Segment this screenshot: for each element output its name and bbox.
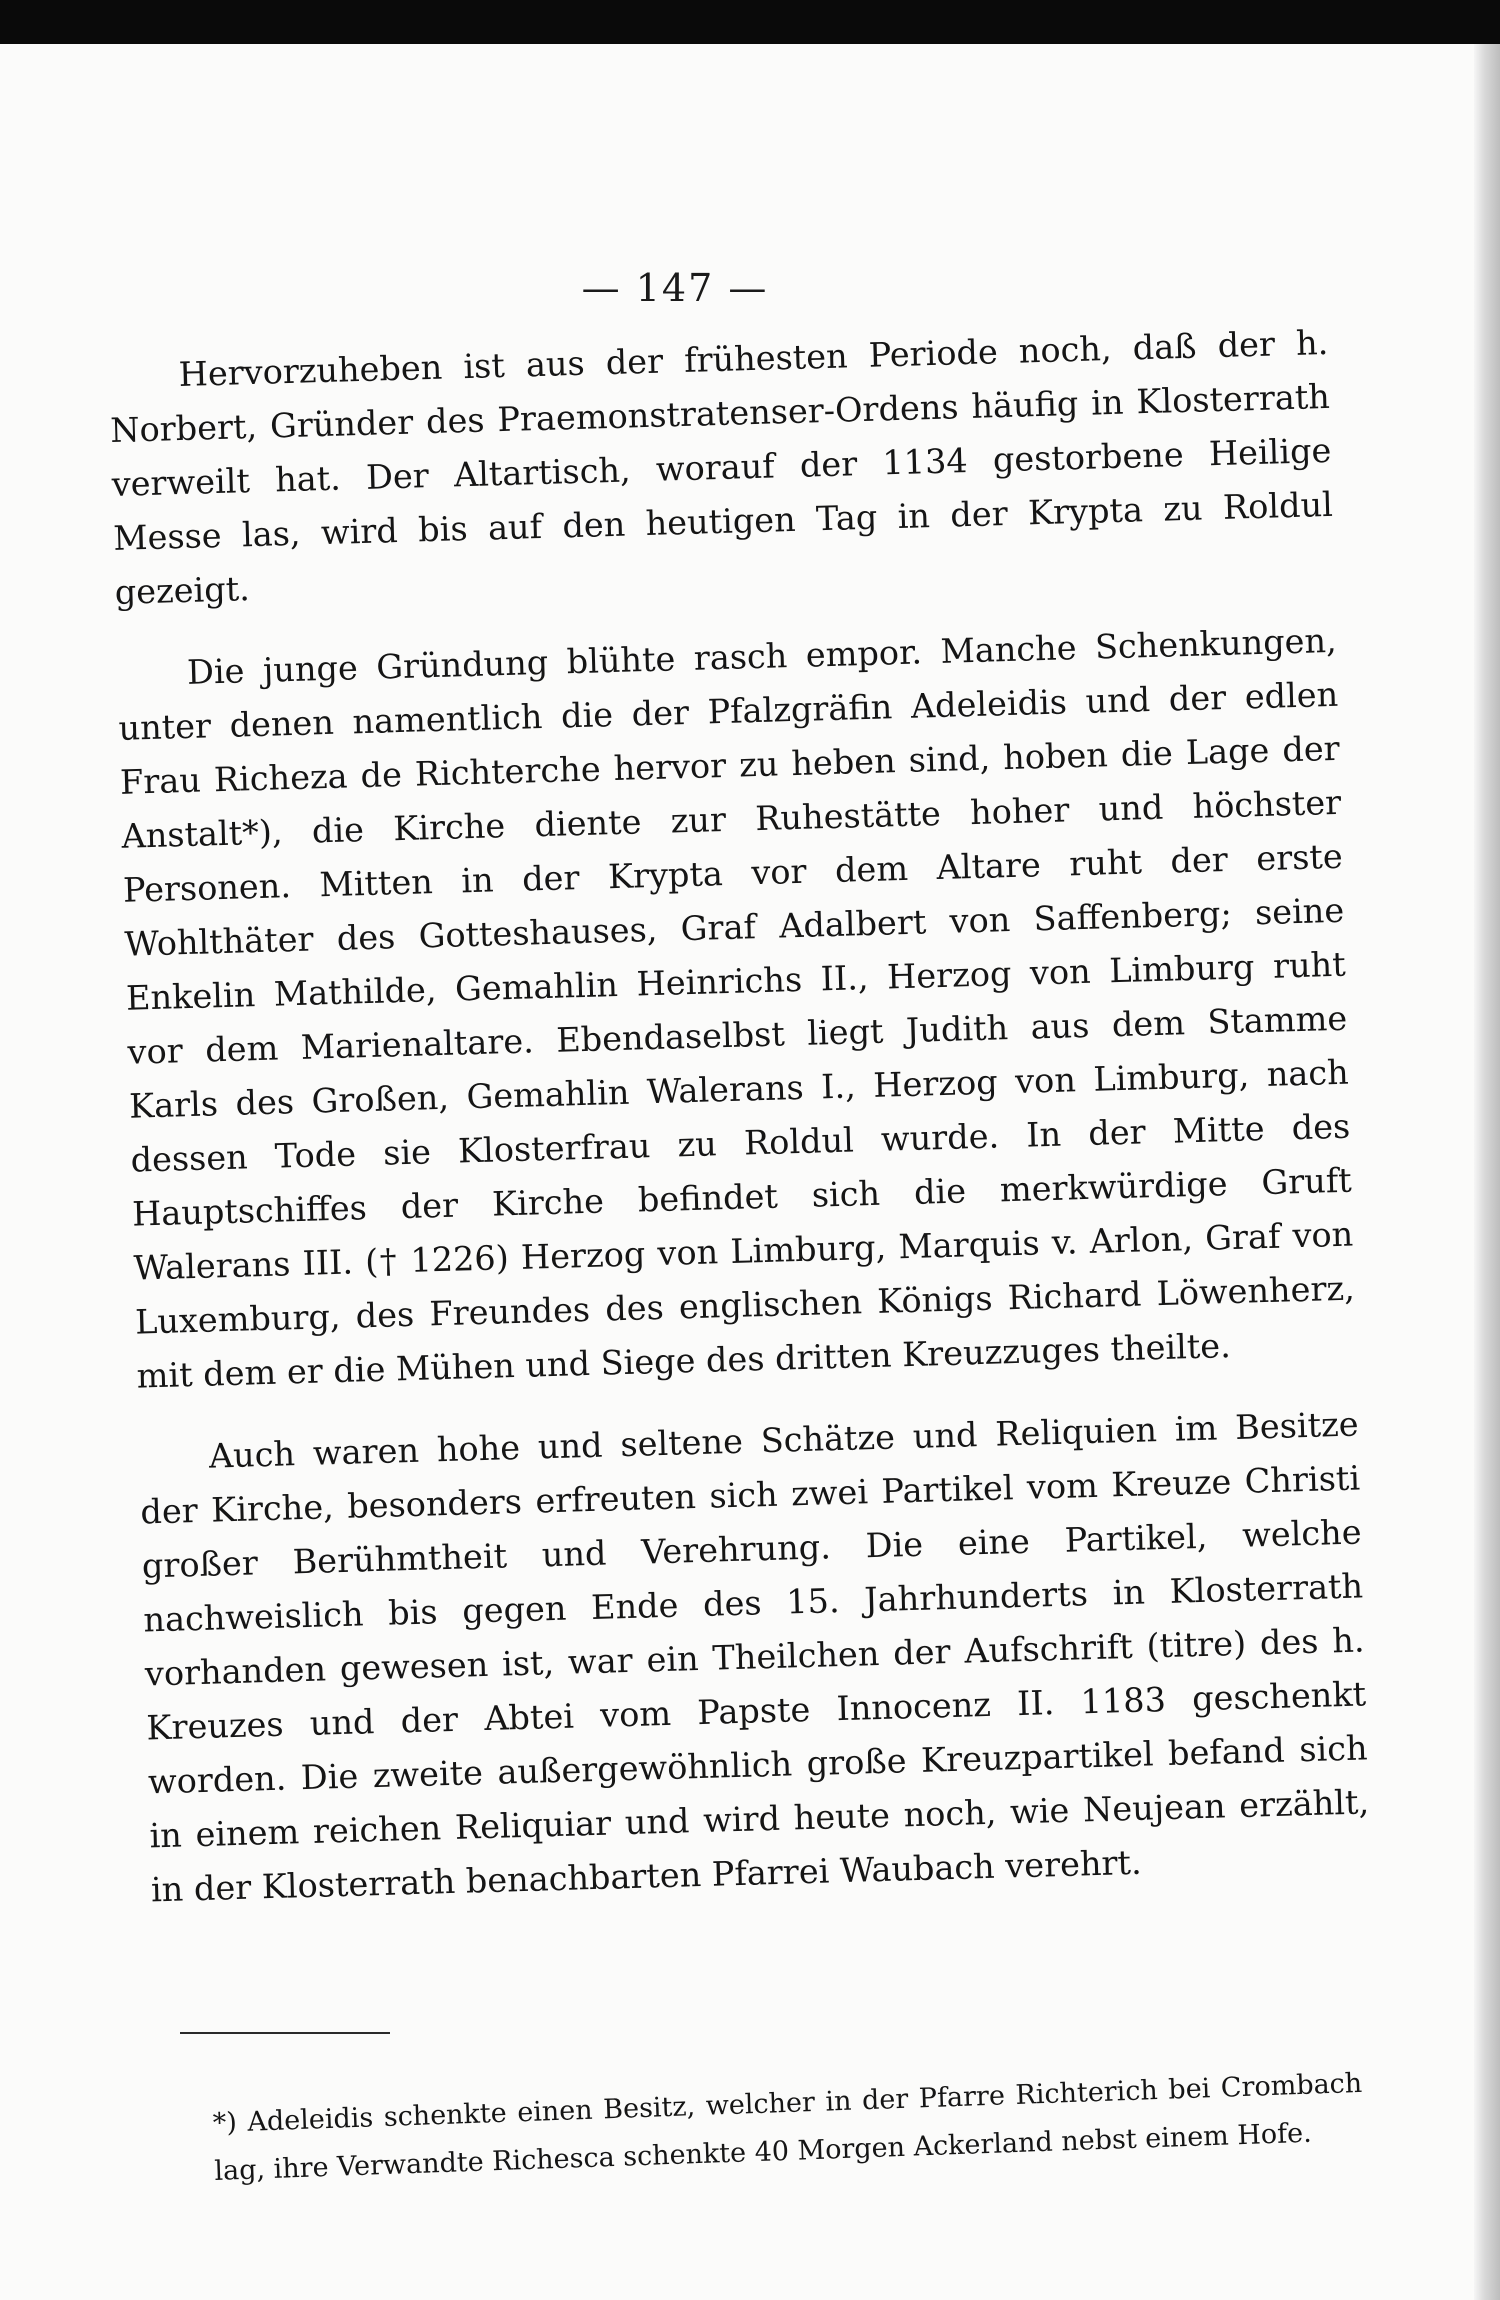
paragraph-relics: Auch waren hohe und seltene Schätze und Reliquien im Besitze der Kirche, besonders erfreuten sich zwei Partikel vom Kreuze Christi großer Berühmtheit und Verehrung. Die eine Partikel, welche nachweislich bis gegen Ende des 15. Jahrhunderts in Klosterrath vorhanden gewesen ist, war ein Theilchen der Aufschrift (titre) des h. Kreuzes und der Abtei vom Papste Innocenz II. 1183 geschenkt worden. Die zweite außergewöhnlich große Kreuzpartikel befand sich in einem reichen Reliquiar und wird heute noch, wie Neujean erzählt, in der Klosterrath benachbarten Pfarrei Waubach verehrt. xyxy=(139,1404,1370,1910)
paragraph-founding: Die junge Gründung blühte rasch empor. Manche Schenkungen, unter denen namentlich die der Pfalzgräfin Adeleidis und der edlen Frau Richeza de Richterche hervor zu heben sind, hoben die Lage der Anstalt*), die Kirche diente zur Ruhestätte hoher und höchster Personen. Mitten in der Krypta vor dem Altare ruht der erste Wohlthäter des Gotteshauses, Graf Adalbert von Saffenberg; seine Enkelin Mathilde, Gemahlin Heinrichs II., Herzog von Limburg ruht vor dem Marienaltare. Ebendaselbst liegt Judith aus dem Stamme Karls des Großen, Gemahlin Walerans I., Herzog von Limburg, nach dessen Tode sie Klosterfrau zu Roldul wurde. In der Mitte des Hauptschiffes der Kirche befindet sich die merkwürdige Gruft Walerans III. († 1226) Herzog von Limburg, Marquis v. Arlon, Graf von Luxemburg, des Freundes des englischen Königs Richard Löwenherz, mit dem er die Mühen und Siege des dritten Kreuzzuges theilte. xyxy=(118,620,1356,1396)
scan-top-border xyxy=(0,0,1500,44)
body-text xyxy=(108,316,1371,1917)
scan-right-edge-shadow xyxy=(1474,44,1500,2300)
footnote: *) Adeleidis schenkte einen Besitz, welcher in der Pfarre Richterich bei Crombach lag, ihre Verwandte Richesca schenkte 40 Morgen Ackerland nebst einem Hofe. xyxy=(212,2067,1363,2187)
footnote-divider xyxy=(180,2032,390,2034)
paragraph-norbert: Hervorzuheben ist aus der frühesten Periode noch, daß der h. Norbert, Gründer des Praemonstratenser-Ordens häufig in Klosterrath verweilt hat. Der Altartisch, worauf der 1134 gestorbene Heilige Messe las, wird bis auf den heutigen Tag in der Krypta zu Roldul gezeigt. xyxy=(109,322,1334,612)
page-number: — 147 — xyxy=(581,266,769,310)
